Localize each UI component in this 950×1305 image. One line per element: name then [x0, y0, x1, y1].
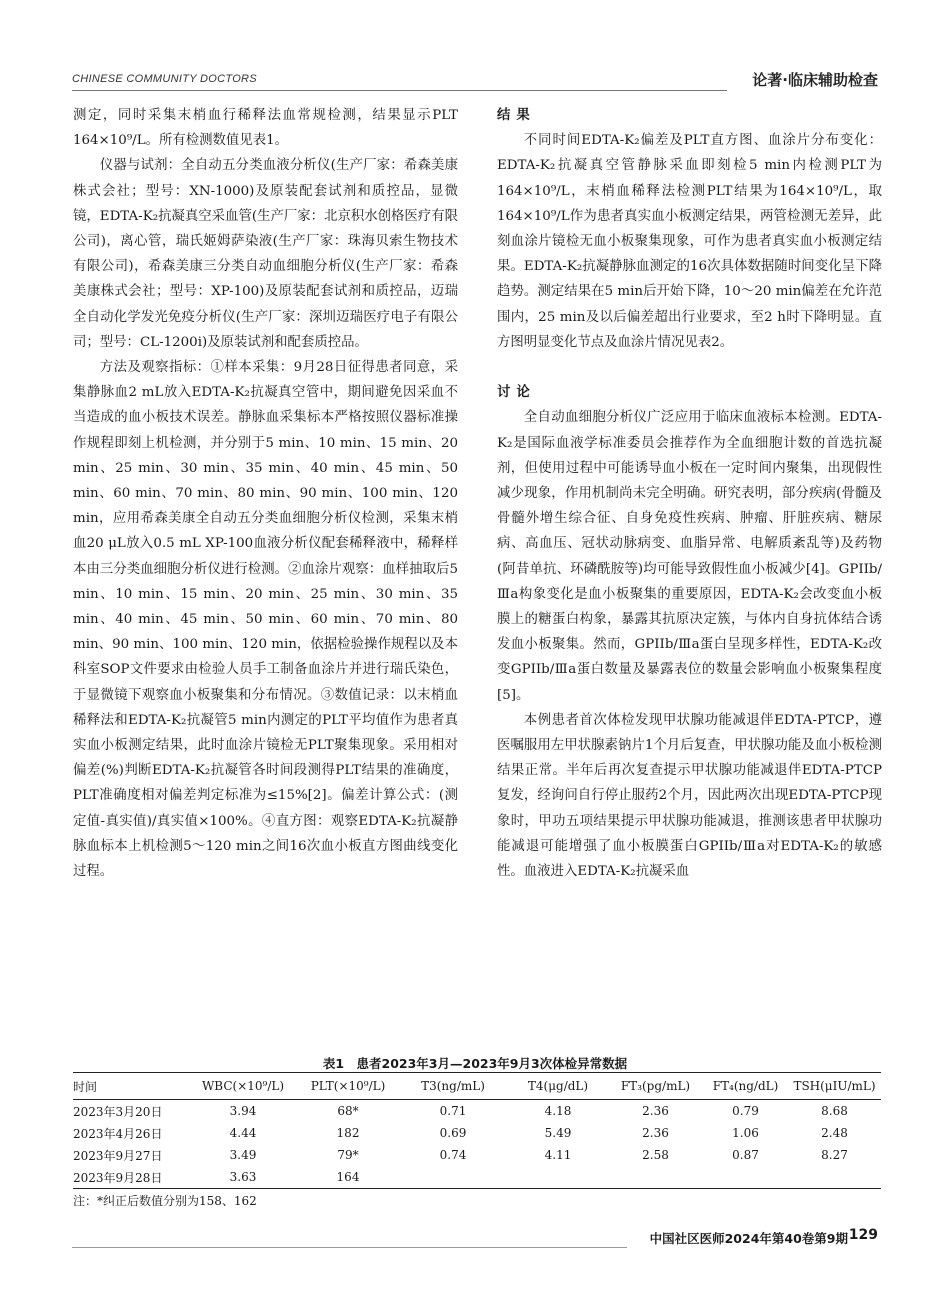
table-cell: 0.69 [439, 1126, 467, 1140]
table-cell: 4.44 [229, 1126, 257, 1140]
discussion-paragraph-1: 全自动血细胞分析仪广泛应用于临床血液标本检测。EDTA-K₂是国际血液学标准委员会推荐作为全血细胞计数的首选抗凝剂，但使用过程中可能诱导血小板在一定时间内聚集，出现假性减少现象，作用机制尚未完全明确。研究表明，部分疾病(骨髓及骨髓外增生综合征、自身免疫性疾病、肿瘤、肝脏疾病、糖尿病、高血压、冠状动脉病变、血脂异常、电解质紊乱等)及药物(阿昔单抗、环磷酰胺等)均可能导致假性血小板减少[4]。GPIIb/Ⅲa构象变化是血小板聚集的重要原因，EDTA-K₂会改变血小板膜上的糖蛋白构象，暴露其抗原决定簇，与体内自身抗体结合诱发血小板聚集。然而，GPIIb/Ⅲa蛋白呈现多样性，EDTA-K₂改变GPIIb/Ⅲa蛋白数量及暴露表位的数量会影响血小板聚集程度[5]。 [497, 410, 882, 703]
table-cell: 164 [298, 1166, 398, 1189]
results-paragraph: 不同时间EDTA-K₂偏差及PLT直方图、血涂片分布变化：EDTA-K₂抗凝真空管静脉采血即刻检5 min内检测PLT为164×10⁹/L，末梢血稀释法检测PLT结果为164×10⁹/L，取164×10⁹/L作为患者真实血小板测定结果，两管检测无差异，此刻血涂片镜检无血小板聚集现象，可作为患者真实血小板测定结果。EDTA-K₂抗凝静脉血测定的16次具体数据随时间变化呈下降趋势。测定结果在5 min后开始下降，10～20 min偏差在允许范围内，25 min及以后偏差超出行业要求，至2 h时下降明显。直方图明显变化节点及血涂片情况见表2。 [497, 133, 882, 350]
left-paragraph-1: 测定，同时采集末梢血行稀释法血常规检测，结果显示PLT 164×10⁹/L。所有检测数值见表1。 [73, 108, 458, 149]
table-cell [508, 1166, 608, 1189]
table-cell: 2.48 [821, 1126, 848, 1140]
section-gap [497, 355, 882, 380]
table-cell: 2.58 [642, 1148, 669, 1162]
column-header: FT₄(ng/dL) [703, 1073, 788, 1100]
table-cell [703, 1166, 788, 1189]
table-cell: 8.68 [821, 1104, 848, 1118]
column-header: FT₃(pg/mL) [608, 1073, 703, 1100]
header-rule [72, 90, 727, 91]
results-heading: 结果 [497, 108, 536, 123]
footer-rule [72, 1247, 627, 1248]
discussion-paragraph-2: 本例患者首次体检发现甲状腺功能减退伴EDTA-PTCP，遵医嘱服用左甲状腺素钠片1个月后复查，甲状腺功能及血小板检测结果正常。半年后再次复查提示甲状腺功能减退伴EDTA-PTCP复发，经询问自行停止服药2个月，因此两次出现EDTA-PTCP现象时，甲功五项结果提示甲状腺功能减退，推测该患者甲状腺功能减退可能增强了血小板膜蛋白GPIIb/Ⅲa对EDTA-K₂的敏感性。血液进入EDTA-K₂抗凝采血 [497, 712, 882, 880]
table-cell: 0.79 [732, 1104, 759, 1118]
table-title: 表1 患者2023年3月—2023年9月3次体检异常数据 [322, 1056, 628, 1071]
page-number: 129 [848, 1227, 878, 1243]
table-cell: 8.27 [821, 1148, 848, 1162]
section-label: 论著·临床辅助检查 [752, 71, 878, 89]
left-column [73, 103, 458, 884]
table-cell: 4.18 [544, 1104, 572, 1118]
table-header-row [73, 1073, 881, 1100]
table-cell: 2.36 [642, 1126, 669, 1140]
table-cell: 2023年9月27日 [73, 1148, 163, 1163]
column-header: TSH(μIU/mL) [788, 1073, 881, 1100]
column-header: WBC(×10⁹/L) [188, 1073, 298, 1100]
table-cell: 0.87 [732, 1148, 759, 1162]
table-cell: 5.49 [544, 1126, 572, 1140]
table-cell: 0.74 [439, 1148, 467, 1162]
table-cell: 2.36 [642, 1104, 669, 1118]
table-cell: 2023年9月28日 [73, 1166, 188, 1189]
table-cell [788, 1166, 881, 1189]
table-cell: 3.63 [188, 1166, 298, 1189]
footer-journal-issue: 中国社区医师2024年第40卷第9期 [649, 1231, 848, 1246]
discussion-heading: 讨论 [497, 385, 536, 401]
column-header: 时间 [73, 1073, 188, 1100]
left-paragraph-3: 方法及观察指标：①样本采集：9月28日征得患者同意，采集静脉血2 mL放入EDTA-K₂抗凝真空管中，期间避免因采血不当造成的血小板技术误差。静脉血采集标本严格按照仪器标准操作规程即刻上机检测，并分别于5 min、10 min、15 min、20 min、25 min、30 min、35 min、40 min、45 min、50 min、60 min、70 min、80 min、90 min、100 min、120 min，应用希森美康全自动五分类血细胞分析仪检测，采集末梢血20 μL放入0.5 mL XP-100血液分析仪配套稀释液中，稀释样本由三分类血细胞分析仪进行检测。②血涂片观察：血样抽取后5 min、10 min、15 min、20 min、25 min、30 min、35 min、40 min、45 min、50 min、60 min、70 min、80 min、90 min、100 min、120 min，依据检验操作规程以及本科室SOP文件要求由检验人员手工制备血涂片并进行瑞氏染色，于显微镜下观察血小板聚集和分布情况。③数值记录：以末梢血稀释法和EDTA-K₂抗凝管5 min内测定的PLT平均值作为患者真实血小板测定结果，此时血涂片镜检无PLT聚集现象。采用相对偏差(%)判断EDTA-K₂抗凝管各时间段测得PLT结果的准确度，PLT准确度相对偏差判定标准为≤15%[2]。偏差计算公式：(测定值-真实值)/真实值×100%。④直方图：观察EDTA-K₂抗凝静脉血标本上机检测5～120 min之间16次血小板直方图曲线变化过程。 [73, 360, 458, 880]
table-1 [73, 1072, 881, 1189]
table-cell: 79* [337, 1148, 359, 1162]
table-cell: 4.11 [544, 1148, 572, 1162]
table-row [73, 1166, 881, 1189]
table-cell: 2023年3月20日 [73, 1104, 163, 1119]
table-cell: 2023年4月26日 [73, 1126, 163, 1141]
table-cell: 68* [337, 1104, 359, 1118]
table-row [73, 1100, 881, 1123]
table-cell [608, 1166, 703, 1189]
journal-english-name: CHINESE COMMUNITY DOCTORS [72, 73, 257, 85]
table-cell: 3.94 [229, 1104, 257, 1118]
table-cell: 0.71 [439, 1104, 467, 1118]
column-header: T3(ng/mL) [398, 1073, 508, 1100]
table-cell: 1.06 [732, 1126, 759, 1140]
column-header: PLT(×10⁹/L) [298, 1073, 398, 1100]
table-cell: 3.49 [229, 1148, 257, 1162]
table-row [73, 1122, 881, 1144]
table-cell: 182 [336, 1126, 360, 1140]
table-row [73, 1144, 881, 1166]
table-note: 注：*纠正后数值分别为158、162 [73, 1194, 257, 1208]
column-header: T4(μg/dL) [508, 1073, 608, 1100]
table-cell [398, 1166, 508, 1189]
right-column [497, 103, 882, 884]
left-paragraph-2: 仪器与试剂：全自动五分类血液分析仪(生产厂家：希森美康株式会社；型号：XN-1000)及原装配套试剂和质控品，显微镜，EDTA-K₂抗凝真空采血管(生产厂家：北京积水创格医疗有限公司)，离心管，瑞氏姬姆萨染液(生产厂家：珠海贝索生物技术有限公司)，希森美康三分类自动血细胞分析仪(生产厂家：希森美康株式会社；型号：XP-100)及原装配套试剂和质控品，迈瑞全自动化学发光免疫分析仪(生产厂家：深圳迈瑞医疗电子有限公司；型号：CL-1200i)及原装试剂和配套质控品。 [73, 158, 458, 350]
